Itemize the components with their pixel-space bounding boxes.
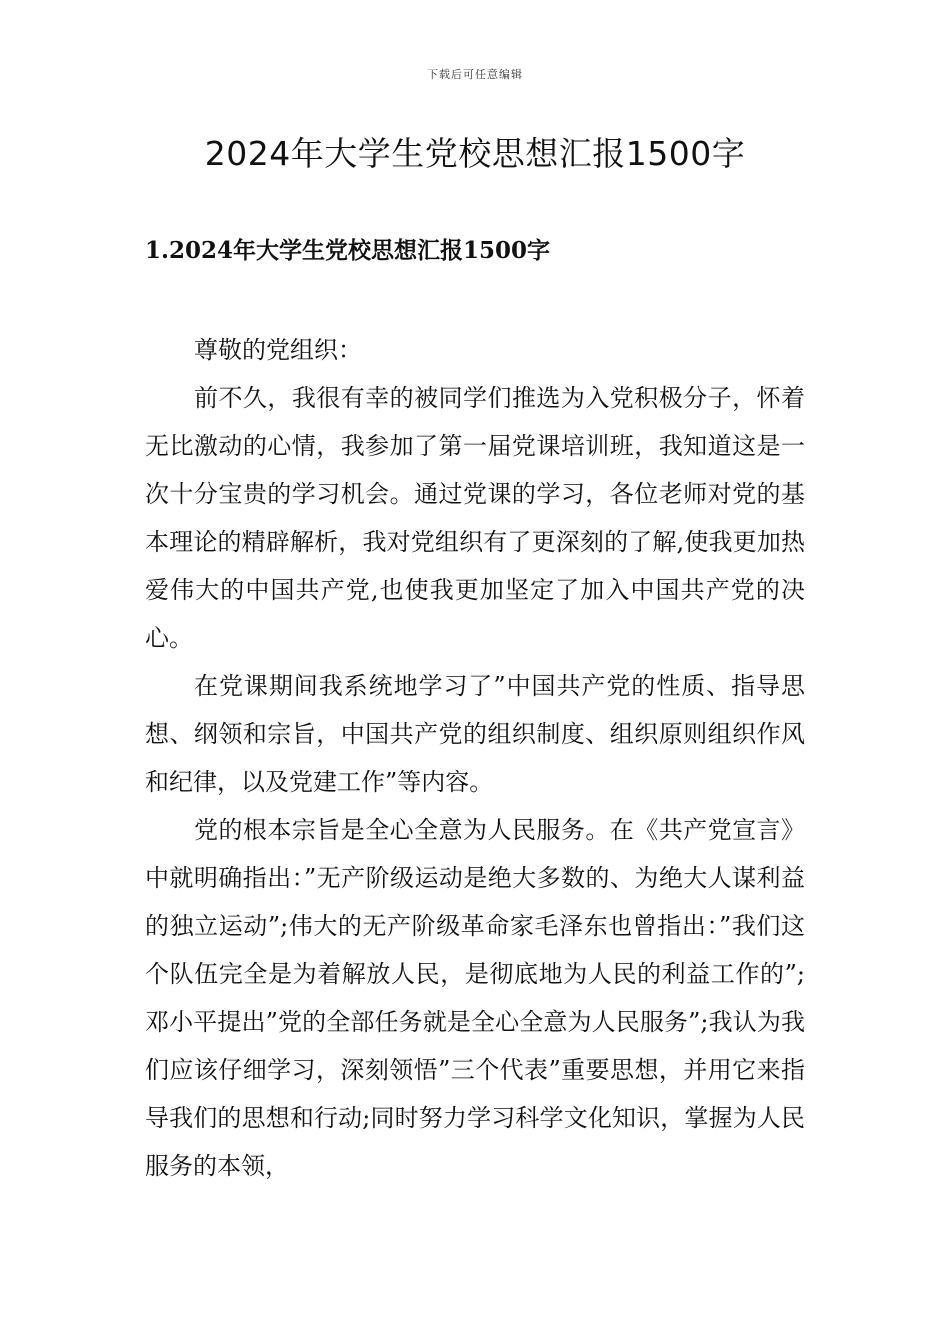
document-title: 2024年大学生党校思想汇报1500字 [204, 134, 746, 173]
paragraph: 党的根本宗旨是全心全意为人民服务。在《共产党宣言》中就明确指出：”无产阶级运动是绝大多数的、为绝大人谋利益的独立运动”;伟大的无产阶级革命家毛泽东也曾指出：”我们这个队伍完全是为着解放人民，是彻底地为人民的利益工作的”;邓小平提出”党的全部任务就是全心全意为人民服务”;我认为我们应该仔细学习，深刻领悟”三个代表”重要思想，并用它来指导我们的思想和行动;同时努力学习科学文化知识，掌握为人民服务的本领， [145, 816, 805, 1180]
paragraph: 前不久，我很有幸的被同学们推选为入党积极分子，怀着无比激动的心情，我参加了第一届党课培训班，我知道这是一次十分宝贵的学习机会。通过党课的学习，各位老师对党的基本理论的精辟解析，我对党组织有了更深刻的了解,使我更加热爱伟大的中国共产党,也使我更加坚定了加入中国共产党的决心。 [145, 384, 805, 652]
body-text [145, 374, 805, 1190]
section-heading: 1.2024年大学生党校思想汇报1500字 [145, 237, 551, 264]
paragraph: 在党课期间我系统地学习了”中国共产党的性质、指导思想、纲领和宗旨，中国共产党的组织制度、组织原则组织作风和纪律，以及党建工作”等内容。 [145, 672, 805, 796]
header-note: 下载后可任意编辑 [427, 68, 523, 81]
salutation: 尊敬的党组织： [194, 336, 362, 364]
